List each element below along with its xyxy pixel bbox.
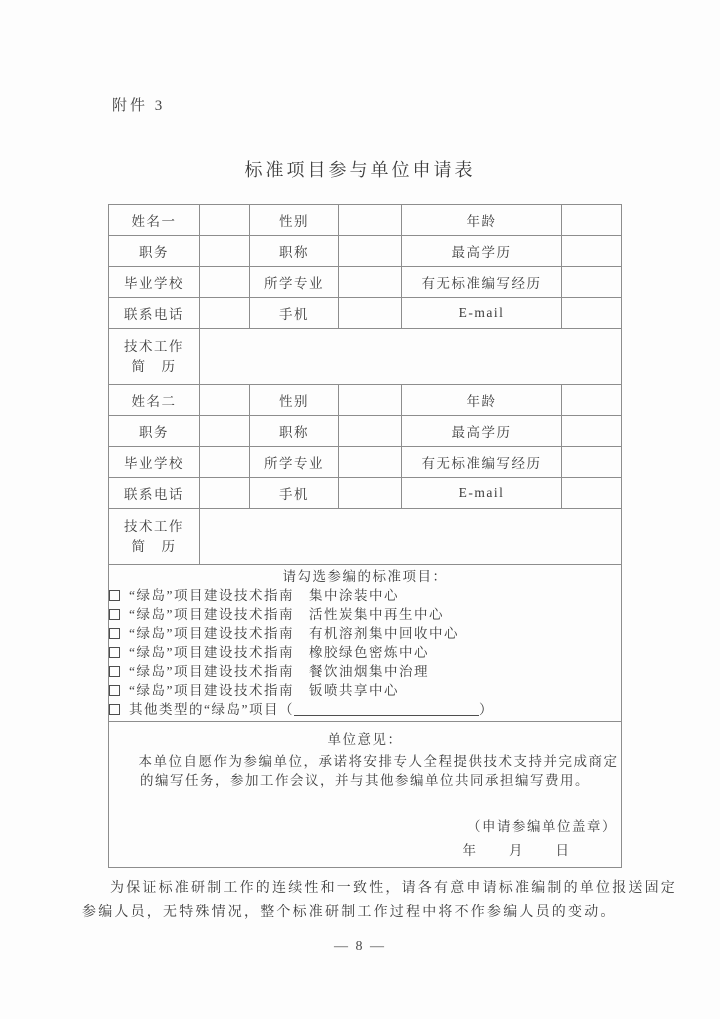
option-label: “绿岛”项目建设技术指南 橡胶绿色密炼中心 xyxy=(129,645,429,660)
opinion-label: 单位意见： xyxy=(327,731,403,747)
page-title: 标准项目参与单位申请表 xyxy=(244,160,476,180)
checkbox-icon xyxy=(109,628,120,639)
value-position-2 xyxy=(200,416,250,447)
fill-in-blank-line xyxy=(294,703,479,716)
option-label: “绿岛”项目建设技术指南 活性炭集中再生中心 xyxy=(129,607,444,622)
project-option-cooking-fume xyxy=(109,662,621,681)
table-row xyxy=(109,509,622,565)
table-row xyxy=(109,722,622,868)
value-school-1 xyxy=(200,267,250,298)
table-row xyxy=(109,236,622,267)
value-mobile-2 xyxy=(339,478,402,509)
label-name-1: 姓名一 xyxy=(109,205,200,236)
value-phone-2 xyxy=(200,478,250,509)
label-age-1: 年龄 xyxy=(402,205,562,236)
option-label: “绿岛”项目建设技术指南 集中涂装中心 xyxy=(129,588,399,603)
value-education-1 xyxy=(562,236,622,267)
label-position-2: 职务 xyxy=(109,416,200,447)
label-standard-experience-1: 有无标准编写经历 xyxy=(402,267,562,298)
date-line: 年 月 日 xyxy=(462,842,571,858)
checkbox-icon xyxy=(109,647,120,658)
option-label: “绿岛”项目建设技术指南 钣喷共享中心 xyxy=(129,683,399,698)
value-name-1 xyxy=(200,205,250,236)
page-number: — 8 — xyxy=(334,939,386,954)
value-title-2 xyxy=(339,416,402,447)
project-option-solvent-recovery xyxy=(109,624,621,643)
value-gender-1 xyxy=(339,205,402,236)
table-row xyxy=(109,267,622,298)
project-option-activated-carbon xyxy=(109,605,621,624)
footer-note: 为保证标准研制工作的连续性和一致性，请各有意申请标准编制的单位报送固定参编人员，无特殊情况，整个标准研制工作过程中将不作参编人员的变动。 xyxy=(82,881,677,920)
value-technical-resume-1 xyxy=(200,329,622,385)
value-title-1 xyxy=(339,236,402,267)
table-row xyxy=(109,329,622,385)
value-age-1 xyxy=(562,205,622,236)
option-label-prefix: 其他类型的“绿岛”项目（ xyxy=(129,702,294,717)
table-row xyxy=(109,385,622,416)
value-education-2 xyxy=(562,416,622,447)
value-technical-resume-2 xyxy=(200,509,622,565)
label-education-1: 最高学历 xyxy=(402,236,562,267)
table-row xyxy=(109,298,622,329)
project-option-spray-sharing xyxy=(109,681,621,700)
label-position-1: 职务 xyxy=(109,236,200,267)
label-mobile-1: 手机 xyxy=(250,298,339,329)
attachment-label: 附件 3 xyxy=(112,98,166,114)
value-major-2 xyxy=(339,447,402,478)
project-option-coating xyxy=(109,586,621,605)
value-school-2 xyxy=(200,447,250,478)
value-standard-experience-1 xyxy=(562,267,622,298)
checkbox-icon xyxy=(109,590,120,601)
table-row xyxy=(109,447,622,478)
value-phone-1 xyxy=(200,298,250,329)
table-row xyxy=(109,565,622,722)
label-name-2: 姓名二 xyxy=(109,385,200,416)
label-age-2: 年龄 xyxy=(402,385,562,416)
value-mobile-1 xyxy=(339,298,402,329)
label-technical-resume-1: 技术工作 简 历 xyxy=(109,329,200,385)
checkbox-prompt: 请勾选参编的标准项目： xyxy=(282,569,448,584)
label-school-2: 毕业学校 xyxy=(109,447,200,478)
opinion-body-text: 本单位自愿作为参编单位，承诺将安排专人全程提供技术支持并完成商定的编写任务，参加工作会议，并与其他参编单位共同承担编写费用。 xyxy=(138,753,619,788)
label-standard-experience-2: 有无标准编写经历 xyxy=(402,447,562,478)
label-phone-2: 联系电话 xyxy=(109,478,200,509)
table-row xyxy=(109,478,622,509)
label-major-1: 所学专业 xyxy=(250,267,339,298)
label-gender-1: 性别 xyxy=(250,205,339,236)
label-email-2: E-mail xyxy=(402,478,562,509)
label-education-2: 最高学历 xyxy=(402,416,562,447)
option-label: “绿岛”项目建设技术指南 餐饮油烟集中治理 xyxy=(129,664,429,679)
seal-note: （申请参编单位盖章） xyxy=(467,818,617,834)
table-row xyxy=(109,205,622,236)
value-standard-experience-2 xyxy=(562,447,622,478)
table-row xyxy=(109,416,622,447)
label-technical-resume-2: 技术工作 简 历 xyxy=(109,509,200,565)
value-name-2 xyxy=(200,385,250,416)
label-title-2: 职称 xyxy=(250,416,339,447)
label-mobile-2: 手机 xyxy=(250,478,339,509)
checkbox-icon xyxy=(109,609,120,620)
label-gender-2: 性别 xyxy=(250,385,339,416)
application-form-table xyxy=(108,204,622,868)
value-major-1 xyxy=(339,267,402,298)
option-label: “绿岛”项目建设技术指南 有机溶剂集中回收中心 xyxy=(129,626,459,641)
label-title-1: 职称 xyxy=(250,236,339,267)
project-checkbox-section xyxy=(109,565,622,722)
checkbox-icon xyxy=(109,704,120,715)
project-option-other xyxy=(109,700,621,719)
value-gender-2 xyxy=(339,385,402,416)
label-major-2: 所学专业 xyxy=(250,447,339,478)
value-email-2 xyxy=(562,478,622,509)
option-label-suffix: ） xyxy=(478,702,494,717)
value-email-1 xyxy=(562,298,622,329)
checkbox-icon xyxy=(109,666,120,677)
label-phone-1: 联系电话 xyxy=(109,298,200,329)
value-position-1 xyxy=(200,236,250,267)
label-school-1: 毕业学校 xyxy=(109,267,200,298)
value-age-2 xyxy=(562,385,622,416)
unit-opinion-section xyxy=(109,722,622,868)
project-option-rubber-mixing xyxy=(109,643,621,662)
checkbox-icon xyxy=(109,685,120,696)
label-email-1: E-mail xyxy=(402,298,562,329)
